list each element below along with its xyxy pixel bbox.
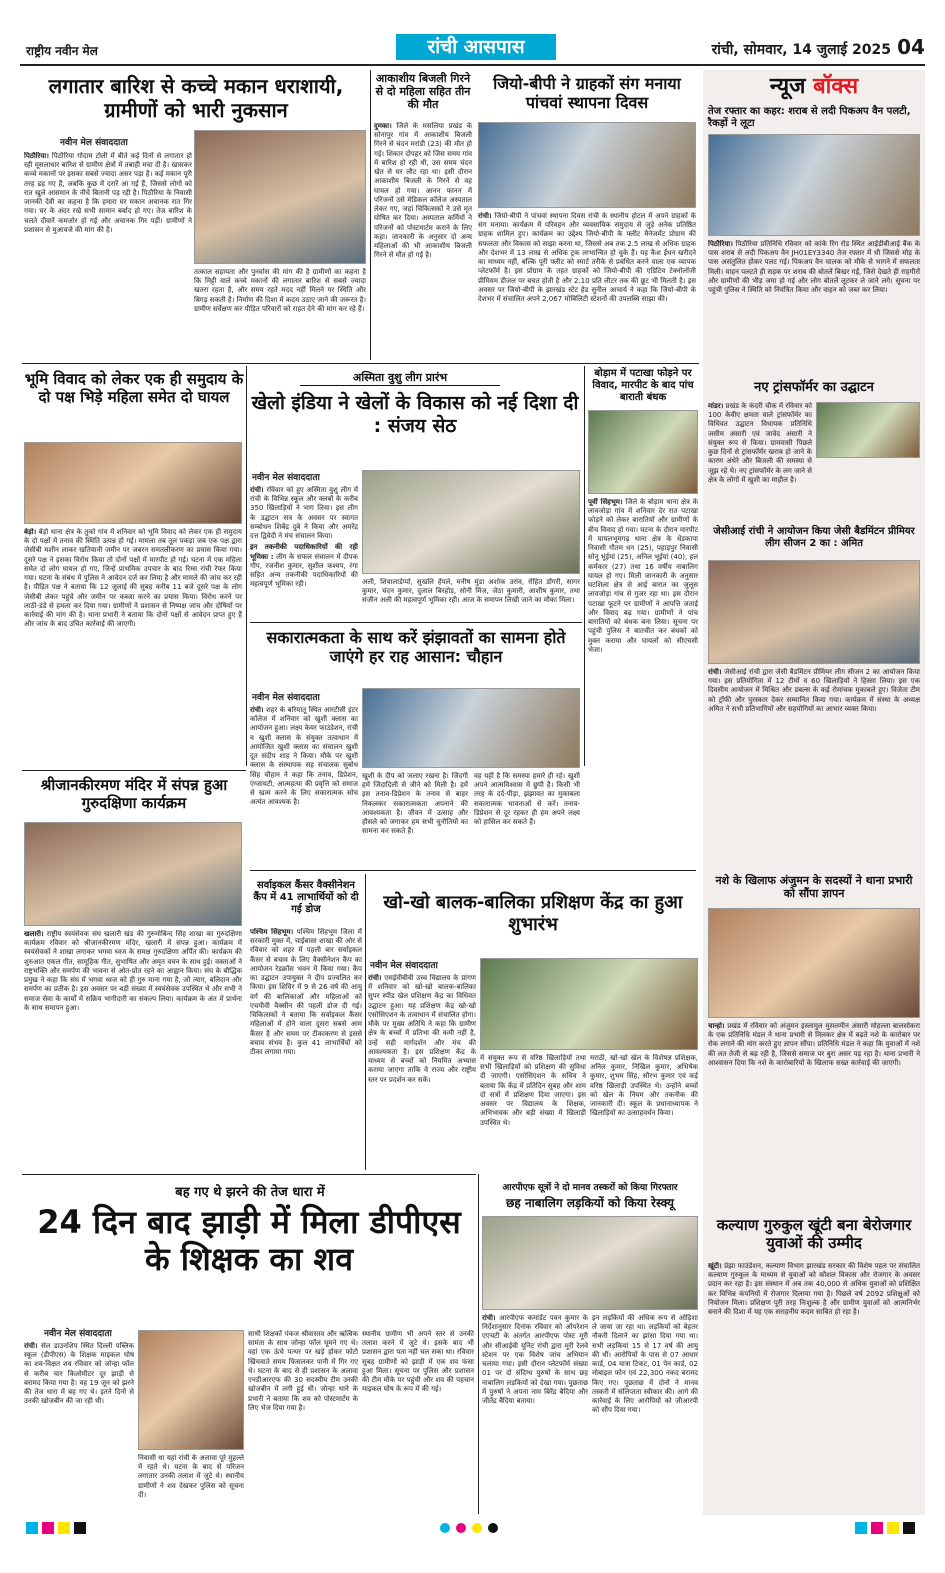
magenta-swatch: [42, 1522, 54, 1534]
story11-body3: साथी शिक्षकों पंकज श्रीवास्तव और ऋत्विक सामंता के साथ जोन्हा फॉल घूमने गए थे। वहां एक ऊंचे पत्थर पर खड़े होकर फोटो खिंचवाते समय फिसलकर पानी में गिर गए थे। घटना के बाद से ही प्रशासन के अलावा एनडीआरएफ की 30 सदस्यीय टीम उनकी खोजबीन में लगी हुई थी। जोन्हा थाने के प्रभारी ने बताया कि शव को पोस्टमार्टम के लिए भेज दिया गया है।: [248, 1330, 358, 1412]
magenta-swatch-right: [871, 1522, 883, 1534]
story3-headline: जियो-बीपी ने ग्राहकों संग मनाया पांचवां स्थापना दिवस: [493, 74, 681, 113]
sidebar-s4-place: चान्हो।: [708, 1022, 725, 1030]
story1-place: पिठौरिया।: [24, 152, 49, 160]
sidebar-s4-text: प्रखंड में रविवार को अंजुमन इस्लामुल मुसलमीन अंसारी मोहल्ला बालसोकरा के एक प्रतिनिधि मंडल ने थाना प्रभारी से मिलकर क्षेत्र में बढ़ते नशे के कारोबार पर रोक लगाने की मांग करते हुए ज्ञापन सौंपा। प्रतिनिधि मंडल ने कहा कि युवाओं में नशे की लत तेजी से बढ़ रही है, जिससे समाज पर बुरा असर पड़ रहा है। थाना प्रभारी ने आश्वासन दिया कि नशे के कारोबारियों के खिलाफ सख्त कार्रवाई की जाएगी।: [708, 1022, 920, 1067]
story1-headline: लगातार बारिश से कच्चे मकान धराशायी, ग्रामीणों को भारी नुकसान: [48, 74, 344, 122]
masthead: [20, 32, 925, 66]
sidebar-s1-body: [708, 240, 920, 370]
story1-photo: [194, 130, 366, 264]
story9-headline: सर्वाइकल कैंसर वैक्सीनेशन कैंप में 41 लाभार्थियों को दी गई डोज: [253, 880, 359, 915]
story8-text: राष्ट्रीय स्वयंसेवक संघ खलारी खंड की गुरुमोबिन्द सिंह शाखा का गुरुदक्षिणा कार्यक्रम रविवार को श्रीजानकीरमण मंदिर, खलारी में संपन्न हुआ। कार्यक्रम में स्वयंसेवकों ने शाखा लगाकर भगवा ध्वज के समक्ष गुरुदक्षिणा अर्पित की। कार्यक्रम की शुरुआत एकल गीत, सामूहिक गीत, सुभाषित और अमृत वचन के साथ हुई। वक्ताओं ने राष्ट्रभक्ति और समर्पण की भावना से ओत-प्रोत रहने का आह्वान किया। संघ के बौद्धिक प्रमुख ने कहा कि संघ में भगवा ध्वज को ही गुरु माना गया है, जो त्याग, बलिदान और समर्पण का प्रतीक है। इस अवसर पर बड़ी संख्या में स्वयंसेवक उपस्थित थे और सभी ने समाज सेवा के कार्यों में सक्रिय भागीदारी का संकल्प लिया। कार्यक्रम के अंत में प्रार्थना के साथ समापन हुआ।: [24, 930, 242, 1012]
story5-byline: नवीन मेल संवाददाता: [252, 473, 320, 483]
story10-body3: मराठी, खो-खो खेल के विशेषज्ञ प्रशिक्षक, अनिल कुमार, निखिल कुमार, अभिषेक कुमार, शुभम सिंह, सौरभ कुमार एवं कई वरिष्ठ खिलाड़ी उपस्थित थे। उन्होंने बच्चों को खेल के नियम और तकनीक की जानकारी दी। स्कूल के प्रधानाध्यापक ने खिलाड़ियों का उत्साहवर्धन किया।: [590, 1054, 698, 1118]
story11-headline: 24 दिन बाद झाड़ी में मिला डीपीएस के शिक्षक का शव: [37, 1203, 461, 1278]
sidebar-s2-photo: [816, 402, 920, 458]
story1-body: [24, 152, 192, 357]
story12-text: आरपीएफ कमांडेंट पवन कुमार के निर्देशानुसार दिनांक रविवार को ऑपरेशन एएचटी के अंतर्गत आरपीएफ पोस्ट मूरी और सीआईबी यूनिट रांची द्वारा मूरी रेलवे स्टेशन पर एक विशेष जांच अभियान चलाया गया। इसी दौरान प्लेटफॉर्म संख्या 01 पर दो संदिग्ध पुरुषों के साथ छह नाबालिग लड़कियों को देखा गया। पूछताछ में पुरुषों ने अपना नाम बिरेंद्र बैदिया और जीतेंद्र बैदिया बताया।: [482, 1314, 588, 1406]
story11-place: रांची।: [24, 1342, 38, 1350]
story4-place: बेड़ो।: [24, 528, 37, 536]
sidebar-s2-body: [708, 402, 812, 522]
story5-kicker: अस्मिता वुशु लीग प्रारंभ: [300, 370, 500, 386]
sidebar-s5-text: प्रेझा फाउंडेशन, कल्याण विभाग झारखंड सरकार की विशेष पहल पर संचालित कल्याण गुरुकुल के माध्यम से युवाओं को कौशल विकास और रोजगार के अवसर प्रदान कर रहा है। इस संस्थान में अब तक 40,000 से अधिक युवाओं को प्रशिक्षित कर विभिन्न कंपनियों में रोजगार दिलाया गया है। पिछले वर्ष 2092 प्रशिक्षुओं को नियोजन मिला। प्रशिक्षण पूरी तरह निःशुल्क है और ग्रामीण युवाओं को आत्मनिर्भर बनाने की दिशा में यह एक सराहनीय कदम साबित हो रहा है।: [708, 1262, 920, 1317]
sidebar-s4-photo: [708, 908, 920, 1018]
story11-body2: निवासी था यहां रांची के अलावा पूरे मुहल्ले में रहते थे। घटना के बाद से परिजन लगातार उनकी तलाश में जुटे थे। स्थानीय ग्रामीणों ने शव देखकर पुलिस को सूचना दी।: [138, 1454, 244, 1499]
sidebar-s2-place: मांडर।: [708, 402, 724, 410]
print-registration-footer: [20, 1522, 925, 1536]
yellow-dot: [472, 1523, 482, 1533]
story6-text: जिले के बोड़ाम थाना क्षेत्र के लावजोड़ा गांव में शनिवार देर रात पटाखा फोड़ने को लेकर बारातियों और ग्रामीणों के बीच विवाद हो गया। घटना के दौरान मारपीट में घायलभूमगढ़ थाना क्षेत्र के धेंडकापा निवासी गौतम धन (25), पहाड़पुर निवासी सोनू भूंईयां (25), अनिल भूईयां (40), हल कर्मकार (27) तथा 16 वर्षीय नाबालिग घायल हो गए। मिली जानकारी के अनुसार घटशिला क्षेत्र से आई बारात का जुलूस लावजोड़ा गांव से गुजर रहा था। इस दौरान पटाखा फूटने पर ग्रामीणों ने आपत्ति जताई और विवाद बढ़ गया। ग्रामीणों ने पांच बारातियों को बंधक बना लिया। सूचना पर पहुंची पुलिस ने बातचीत कर बंधकों को मुक्त कराया और घायलों को सीएचसी भेजा।: [588, 498, 698, 654]
page-number: 04: [897, 35, 925, 59]
story10-place: रांची।: [368, 974, 382, 982]
story7-body2: खुशी के दीप को जलाए रखना है। जिंदगी हमें जिंदादिली से जीने को मिली है। हमें इस तनाव-डिप्रेशन के तनाव से बाहर निकलकर सकारात्मकता अपनाने की आवश्यकता है। जीवन में उत्साह और हौसले को जगाकर हम सभी चुनौतियों का सामना कर सकते हैं।: [362, 772, 468, 836]
sidebar-s3-photo: [708, 560, 920, 664]
story4-text: बेड़ो थाना क्षेत्र के तुको गांव में शनिवार को भूमि विवाद को लेकर एक ही समुदाय के दो पक्षों में तनाव की स्थिति उत्पन्न हो गई। मामला तब तूल पकड़ा जब एक पक्ष द्वारा जेसीबी मशीन लाकर खतियानी जमीन पर जबरन समतलीकरण का प्रयास किया गया। दूसरे पक्ष ने इसका विरोध किया तो दोनों पक्षों में मारपीट हो गई। घटना में एक महिला समेत दो लोग घायल हो गए, जिन्हें प्राथमिक उपचार के बाद रिम्स रांची रेफर किया गया। घटना के संबंध में पुलिस ने आवेदन दर्ज कर लिया है और मामले की जांच कर रही है। पीड़ित पक्ष ने बताया कि 12 जुलाई की सुबह करीब 11 बजे दूसरे पक्ष के लोग जेसीबी लेकर पहुंचे और जमीन पर कब्जा करने का प्रयास किया। विरोध करने पर लाठी-डंडे से हमला कर दिया गया। ग्रामीणों ने प्रशासन से निष्पक्ष जांच और दोषियों पर कार्रवाई की मांग की है। थाना प्रभारी ने बताया कि दोनों पक्षों से आवेदन प्राप्त हुए हैं और जांच के बाद उचित कार्रवाई की जाएगी।: [24, 528, 242, 629]
story3-photo: [478, 122, 696, 208]
story12-photo: [482, 1216, 698, 1310]
cyan-swatch: [26, 1522, 38, 1534]
story11-byline: नवीन मेल संवाददाता: [44, 1329, 112, 1339]
sidebar-s5-body: [708, 1262, 920, 1512]
masthead-section: रांची आसपास: [396, 34, 556, 60]
story1-text: पिठौरिया गोदाम टोली में बीते कई दिनों से लगातार हो रही मूसलाधार बारिश से ग्रामीण क्षेत्रों में तबाही मचा दी है। खासकर कच्चे मकानों पर इसका सबसे ज्यादा असर पड़ा है। कई मकान पूरी तरह ढह गए हैं, जबकि कुछ में दरारें आ गई हैं, जिससे लोगों को रात खुले आसमान के नीचे बितानी पड़ रही है। पिठौरिया के निवासी जानकी देवी का कहना है कि हमारा घर मकान अचानक रात गिर गया। घर के अंदर रखे सभी सामान बर्बाद हो गए। तेज बारिश के चलते दीवारें कमजोर हो गई और अचानक गिर पड़ीं। ग्रामीणों ने प्रशासन से मुआवजे की मांग की है।: [24, 152, 192, 234]
story1-byline: नवीन मेल संवाददाता: [60, 138, 128, 148]
story2-place: दुमका।: [374, 122, 392, 130]
story5-body: [250, 486, 358, 616]
yellow-swatch: [58, 1522, 70, 1534]
story7-text: शहर के बरियातू स्थित आरटीसी इंटर कॉलेज में शनिवार को खुशी क्लास का आयोजन हुआ। लक्ष्य केयर फाउंडेशन, रांची व खुशी क्लास के संयुक्त तत्वाधान में आयोजित खुशी क्लास का संचालन खुशी दूत संदीप शाह ने किया। मौके पर खुशी क्लास के संस्थापक सह संचालक सुबोध सिंह चौहान ने कहा कि तनाव, डिप्रेशन, एंग्जायटी, आत्महत्या की प्रवृत्ति को समाज से खत्म करने के लिए सकारात्मक सोच अत्यंत आवश्यक है।: [250, 706, 358, 807]
story5-text2: लीग के सफल संचालन में दीपक गौप, रजनीश कुमार, सुशील कश्यप, रंगा सहित अन्य तकनीकी पदाधिकारियों की महत्वपूर्ण भूमिका रही।: [250, 552, 358, 589]
story7-body: [250, 706, 358, 866]
sidebar-s2-text: प्रखंड के कंदरी चौक में रविवार को 100 केवीए क्षमता वाले ट्रांसफॉर्मर का विधिवत उद्घाटन विधायक प्रतिनिधि जसीम अंसारी एवं जावेद अंसारी ने संयुक्त रूप से किया। ग्रामवासी पिछले कुछ दिनों से ट्रांसफॉर्मर खराब हो जाने के कारण अंधेरे और बिजली की समस्या से जूझ रहे थे। नए ट्रांसफॉर्मर के लग जाने से क्षेत्र के लोगों में खुशी का माहौल है।: [708, 402, 812, 484]
masthead-date: रांची, सोमवार, 14 जुलाई 2025: [711, 42, 891, 58]
black-swatch: [74, 1522, 86, 1534]
sidebar-s3-headline: जेसीआई रांची ने आयोजन किया जेसी बैडमिंटन प्रीमियर लीग सीजन 2 का : अमित: [713, 526, 915, 549]
news-box-title-word1: न्यूज: [769, 74, 806, 99]
magenta-dot: [456, 1523, 466, 1533]
story3-place: रांची।: [478, 212, 492, 220]
story11-photo: [138, 1330, 244, 1450]
story5-headline: खेलो इंडिया ने खेलों के विकास को नई दिशा दी : संजय सेठ: [251, 392, 579, 437]
story6-place: पूर्वी सिंहभूम।: [588, 498, 623, 506]
story2-headline: आकाशीय बिजली गिरने से दो महिला सहित तीन की मौत: [375, 72, 471, 112]
yellow-swatch-right: [887, 1522, 899, 1534]
story4-headline: भूमि विवाद को लेकर एक ही समुदाय के दो पक्ष भिड़े महिला समेत दो घायल: [24, 370, 244, 406]
sidebar-s3-place: रांची।: [708, 668, 722, 676]
story6-illustration: [588, 410, 698, 494]
story11-body: [24, 1342, 134, 1512]
black-dot: [488, 1523, 498, 1533]
story3-text: जियो-बीपी ने पांचवां स्थापना दिवस रांची के स्थानीय होटल में अपने ग्राहकों के संग मनाया। कार्यक्रम में परिवहन और व्यवसायिक समुदाय से जुड़े अनेक प्रतिष्ठित ग्राहक शामिल हुए। कार्यक्रम का उद्देश्य जियो-बीपी के फ्लीट मैनेजमेंट प्रोग्राम की सफलता और विकास को साझा करना था, जिससे अब तक 2.5 लाख से अधिक ग्राहक और देशभर में 13 लाख से अधिक ट्रक लाभान्वित हो चुके हैं। यह कैश ईंधन खरीदने का माध्यम नहीं, बल्कि पूरी फ्लीट को स्मार्ट तरीके से प्रबंधित करने वाला एक व्यापक प्लेटफॉर्म है। इस प्रोग्राम के तहत ग्राहकों को जियो-बीपी की एडिटिव टेक्नोलॉजी प्रीमियम डीजल पर बचत होती है और 2.10 प्रति लीटर तक की छूट भी मिलती है। इस अवसर पर जियो-बीपी के झारखंड स्टेट हेड सुनील आचार्य ने कहा कि जियो-बीपी के देशभर में संचालित अपने 2,067 मोबिलिटी स्टेशनों की उपलब्धि साझा की।: [478, 212, 696, 304]
story7-place: रांची।: [250, 706, 264, 714]
story12-kicker: आरपीएफ सूत्रों ने दो मानव तस्करों को किया गिरफ्तार: [502, 1183, 678, 1193]
sidebar-s1-text: पिठौरिया प्रतिनिधि रविवार को कांके रिंग रोड स्थित आईडीबीआई बैंक के पास शराब से लदी पिकअप वैन JH01EY3340 तेज रफ्तार में थी जिससे मोड़ के पास असंतुलित होकर पलट गई। पिकअप वैन चालक को मौके से भागने में सफलता मिली। वाहन पलटते ही सड़क पर शराब की बोतलें बिखर गईं, जिसे देखते ही राहगीरों और ग्रामीणों की भीड़ जमा हो गई और लोग बोतलें लूटकर ले जाने लगे। सूचना पर पहुंची पुलिस ने स्थिति को नियंत्रित किया और वाहन को जब्त कर लिया।: [708, 240, 920, 295]
masthead-paper-name: राष्ट्रीय नवीन मेल: [26, 44, 98, 58]
cyan-swatch-right: [855, 1522, 867, 1534]
story5-text: रविवार को हुए अस्मिता वुशु लीग में रांची के विभिन्न स्कूल और क्लबों के करीब 350 खिलाड़ियों ने भाग लिया। इस लीग के उद्घाटन सत्र के अवसर पर स्वागत सम्बोधन शिबेंद्र दुबे ने किया और अमरेंद्र दत्त द्विवेदी ने मंच संचालन किया।: [250, 486, 358, 541]
story11-kicker: बह गए थे झरने की तेज धारा में: [175, 1185, 325, 1200]
story2-body: [374, 122, 472, 358]
sidebar-s3-text: जेसीआई रांची द्वारा जेसी बैडमिंटन प्रीमियर लीग सीजन 2 का आयोजन किया गया। इस प्रतियोगिता में 12 टीमों व 60 खिलाड़ियों ने हिस्सा लिया। इस एक दिवसीय आयोजन में मिश्रित और डबल्स के कई रोमांचक मुकाबले हुए। विजेता टीम को ट्रॉफी और पुरस्कार देकर सम्मानित किया गया। कार्यक्रम में संस्था के अध्यक्ष अमित ने सभी प्रतिभागियों और सहयोगियों का आभार व्यक्त किया।: [708, 668, 920, 713]
sidebar-s5-place: खूंटी।: [708, 1262, 722, 1270]
sidebar-s3-body: [708, 668, 920, 868]
story11-text: सेल डाउनशिप स्थित दिल्ली पब्लिक स्कूल (डीपीएस) के शिक्षक माइकल घोष का शव-विक्षत शव रविवार को जोन्हा फॉल से करीब चार किलोमीटर दूर झाड़ी से बरामद किया गया है। वह 19 जून को झरने की तेज धारा में बह गए थे। इतने दिनों से उनकी खोजबीन की जा रही थी।: [24, 1342, 134, 1406]
news-box-title: [703, 70, 925, 104]
sidebar-s5-headline: कल्याण गुरुकुल खूंटी बना बेरोजगार युवाओं की उम्मीद: [716, 1216, 912, 1252]
story6-headline: बोड़ाम में पटाखा फोड़ने पर विवाद, मारपीट के बाद पांच बाराती बंधक: [592, 368, 694, 403]
story9-place: पश्चिम सिंहभूम।: [250, 928, 294, 936]
news-box-title-word2: बॉक्स: [813, 74, 859, 99]
story8-place: खलारी।: [24, 930, 44, 938]
story5-subhead: इन तकनीकी पदाधिकारियों की रही भूमिका :: [250, 543, 358, 561]
story7-headline: सकारात्मकता के साथ करें झंझावतों का सामना होते जाएंगे हर राह आसान: चौहान: [266, 628, 566, 667]
story7-byline: नवीन मेल संवाददाता: [252, 693, 320, 703]
sidebar-s1-headline: तेज रफ्तार का कहर: शराब से लदी पिकअप वैन पलटी, रैकड़ों ने लूटा: [708, 106, 911, 129]
story7-body3: वह यहीं है कि समस्या हमारे ही रहे। खुशी अपने आत्मविश्वास में छुपी है। किसी भी तरह के दर्द-पीड़ा, झंझावत का मुकाबला सकारात्मक भावनाओं से करें। तनाव-डिप्रेशन से दूर रहकर ही हम अपने लक्ष्य को हासिल कर सकते हैं।: [474, 772, 580, 827]
story11-body4: स्थानीय ग्रामीण भी अपने स्तर से उनकी तलाश करने में जुटे थे। इसके बाद भी प्रशासन द्वारा पता नहीं चल सका था। रविवार सुबह ग्रामीणों को झाड़ी में एक शव फंसा हुआ मिला। सूचना पर पुलिस और प्रशासन की टीम मौके पर पहुंची और शव की पहचान माइकल घोष के रूप में की गई।: [362, 1330, 474, 1394]
story4-body: [24, 528, 242, 766]
cyan-dot: [440, 1523, 450, 1533]
story8-headline: श्रीजानकीरमण मंदिर में संपन्न हुआ गुरुदक्षिणा कार्यक्रम: [40, 776, 228, 812]
story9-text: पश्चिम सिंहभूम जिला में सरकारी मुक्त में, चाईबासा शाखा की ओर से रविवार को शहर में पहली बार सर्वाइकल कैंसर से बचाव के लिए वैक्सीनेशन कैंप का आयोजन रेडक्रॉस भवन में किया गया। कैंप का उद्घाटन उपायुक्त ने दीप प्रज्वलित कर किया। इस शिविर में 9 से 26 वर्ष की आयु वर्ग की बालिकाओं और महिलाओं को एचपीवी वैक्सीन की पहली डोज दी गई। चिकित्सकों ने बताया कि सर्वाइकल कैंसर महिलाओं में होने वाला दूसरा सबसे आम कैंसर है और समय पर टीकाकरण से इससे बचाव संभव है। कुल 41 लाभार्थियों को टीका लगाया गया।: [250, 928, 362, 1057]
story7-photo: [362, 688, 580, 768]
sidebar-s4-headline: नशे के खिलाफ अंजुमन के सदस्यों ने थाना प्रभारी को सौंपा ज्ञापन: [715, 874, 913, 901]
story5-place: रांची।: [250, 486, 264, 494]
story2-text: जिले के मसलिया प्रखंड के सोनापुर गांव में आकाशीय बिजली गिरने से चंदन मरांडी (23) की मौत हो गई। शिकार दोपहर को जिस समय गांव में बारिश हो रही थी, उस समय चंदन खेत से घर लौट रहा था। इसी दौरान आकाशीय बिजली के गिरने से वह घायल हो गया। आनन फानन में परिजनों उसे मेडिकल कॉलेज अस्पताल लेकर गए, जहां चिकित्सकों ने उसे मृत घोषित कर दिया। अस्पताल कर्मियों ने परिजनों को पोस्टमार्टम कराने के लिए कहा। जानकारी के अनुसार दो अन्य महिलाओं की भी आकाशीय बिजली गिरने से मौत हो गई है।: [374, 122, 472, 260]
story5-photo: [362, 470, 580, 574]
story8-photo: [24, 822, 242, 926]
story10-text: एसईवीबीवी उच्च विद्यालय के प्रांगण में शनिवार को खो-खो बालक-बालिका सुपर स्पीड खेल प्रशिक्षण केंद्र का विधिवत उद्घाटन हुआ। यह प्रशिक्षण केंद्र खो-खो एसोसिएशन के तत्वाधान में संचालित होगा। मौके पर मुख्य अतिथि ने कहा कि ग्रामीण क्षेत्र के बच्चों में प्रतिभा की कमी नहीं है, उन्हें सही मार्गदर्शन और मंच की आवश्यकता है। इस प्रशिक्षण केंद्र के माध्यम से बच्चों को नियमित अभ्यास कराया जाएगा ताकि वे राज्य और राष्ट्रीय स्तर पर प्रदर्शन कर सकें।: [368, 974, 476, 1084]
story12-place: रांची।: [482, 1314, 496, 1322]
story9-body: [250, 928, 362, 1170]
story10-headline: खो-खो बालक-बालिका प्रशिक्षण केंद्र का हुआ शुभारंभ: [383, 892, 683, 935]
story5-caption: अली, शिवालाडेप्पो, सुखलि हेंपले, मनीष मुंडा अशोक उरांव, रोहित डोंगरी, सागर कुमार, चंदन कुमार, दुलाल बिरहोड़, सोनी मिंज, जेठा कुमारी, आशीष कुमार, तथा संजीन अली की महत्वपूर्ण भूमिका रही। आज के समापन लिखी जाने का मौका मिला।: [362, 578, 580, 605]
story10-byline: नवीन मेल संवाददाता: [370, 961, 438, 971]
story12-headline: छह नाबालिग लड़कियों को किया रेस्क्यू: [505, 1196, 675, 1210]
story6-body: [588, 498, 698, 766]
story1-body2: तत्काल सहायता और पुनर्वास की मांग की है ग्रामीणों का कहना है कि मिट्टी वाले कच्चे मकानों की लगातार बारिश से सबसे ज्यादा खतरा रहता है, और समय रहते मदद नहीं मिलने पर स्थिति और बिगड़ सकती है। निर्माण की दिशा में कदम उठाए जाने की जरूरत है। ग्रामीण सर्वेक्षण कर पीड़ित परिवारों को राहत देने की मांग कर रहे हैं।: [194, 268, 366, 313]
black-swatch-right: [903, 1522, 915, 1534]
sidebar-s2-headline: नए ट्रांसफॉर्मर का उद्घाटन: [754, 380, 874, 395]
story10-body: [368, 974, 476, 1170]
story10-body2: में संयुक्त रूप से वरिष्ठ खिलाड़ियों तथा सभी खिलाड़ियों को प्रशिक्षण की सुविधा दी जाएगी। एसोसिएशन के सचिव ने बताया कि केंद्र में प्रतिदिन सुबह और शाम दो सत्रों में प्रशिक्षण दिया जाएगा। इस अवसर पर विद्यालय के शिक्षक, अभिभावक और बड़ी संख्या में खिलाड़ी उपस्थित थे।: [480, 1054, 586, 1127]
story10-photo: [480, 958, 698, 1050]
story3-body: [478, 212, 696, 360]
story8-body: [24, 930, 242, 1170]
story4-photo: [24, 442, 242, 524]
story12-body2: इन लड़कियों की अधिक रूप से ओड़िशा ले जाया जा रहा था। लड़कियों को बेहतर नौकरी दिलाने का झांसा दिया गया था। सभी लड़कियां 15 से 17 वर्ष की आयु की थीं। आरोपियों के पास से 07 आधार कार्ड, 04 यात्रा टिकट, 01 पेन कार्ड, 02 मोबाइल फोन एवं 22,300 नकद बरामद किए गए। पूछताछ में दोनों ने मानव तस्करी में संलिप्तता स्वीकार की। आगे की कार्रवाई के लिए आरोपियों को जीआरपी को सौंप दिया गया।: [592, 1314, 698, 1415]
sidebar-s1-place: पिठौरिया।: [708, 240, 733, 248]
sidebar-s1-photo: [708, 134, 920, 236]
sidebar-s4-body: [708, 1022, 920, 1206]
story12-body: [482, 1314, 588, 1512]
